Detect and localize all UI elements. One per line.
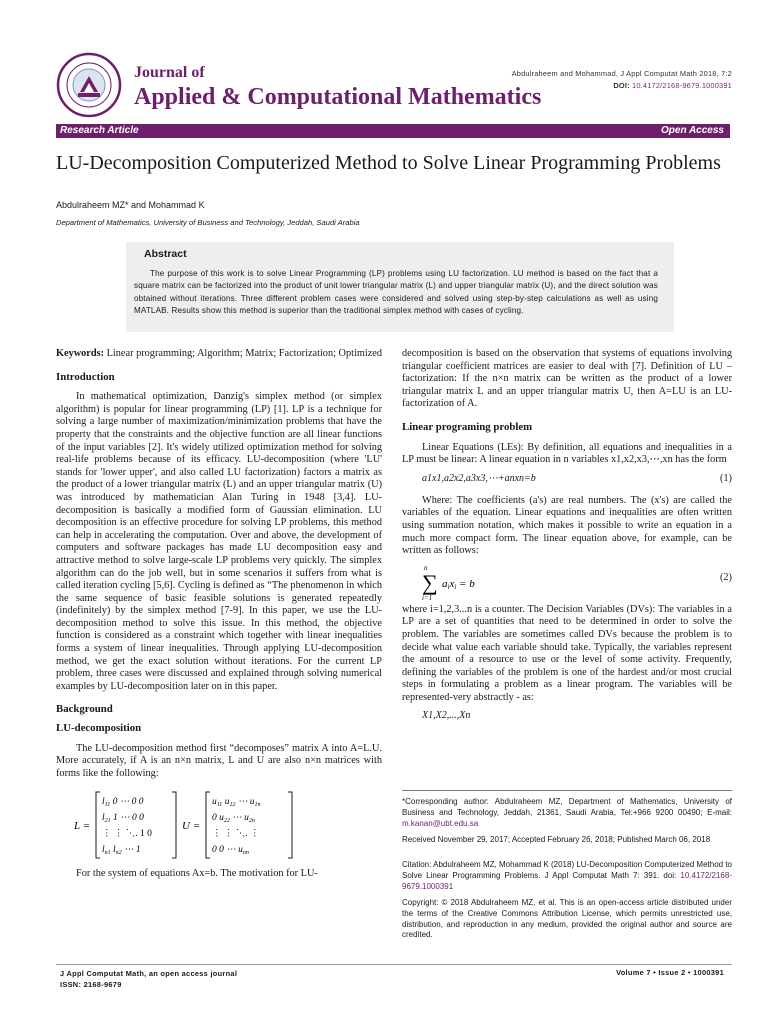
lu-decomposition-heading: LU-decomposition bbox=[56, 722, 142, 735]
citation-doi-link[interactable]: 10.4172/2168-9679.1000391 bbox=[402, 870, 732, 891]
introduction-text: In mathematical optimization, Danzig's simplex method (or simplex algorithm) is popular for linear programming (LP) [1]. LP is a technique for solving a large number of maximization/minimization problems that have the property that the constraints and the objective function are all linear functions of the input variables [2]. It's widely utilized optimization method for solving real-life problems because of its efficacy. LU-decomposition (where 'LU' stands for 'lower upper', and also called LU factorization) factors a matrix as the product of a lower triangular matrix (L) and an upper triangular matrix (U) was introduced by mathematician Alan Turing in 1948 [3,4]. LU-decomposition is basically a modified form of Gaussian elimination. LU decomposition is an effective procedure for solving LP problems, this method can help in accelerating the computation. Over and above, the development of computers and software packages has made LU decomposition easy and attractive method to solve large-scale LP problems very quickly. The simplex algorithm can do the job well, but in some scenarios it suffers from what is called iteration cycling [5,6]. Cycling is defined as “The phenomenon in which the same sequence of basic feasible solutions is generated repeatedly (indefinitely) by the simplex method [7-9]. In this paper, we use the LU- decomposition method to solve this issue. In this method, the objective function is considered as a constraint which together with linear inequalities forms a system of linear inequalities. Through applying LU-decomposition method, we get the exact solution without iterations. For the current LP problem, three cases were discussed and explained through solving numerical examples by LU-decomposition later on in this paper. bbox=[56, 391, 382, 692]
coefficients-text: Where: The coefficients (a's) are real numbers. The (x's) are called the variables of the equation. Linear equations and inequalities are often written using summation notation, which makes it possible to write an equation in a much more compact form. The linear equation above, for example, can be written as follows: bbox=[402, 494, 732, 557]
copyright-note: Copyright: © 2018 Abdulraheem MZ, et al. This is an open-access article distributed under the terms of the Creative Commons Attribution License, which permits unrestricted use, distribution, and reproduction in any medium, provided the original author and source are credited. bbox=[402, 898, 732, 940]
svg-text:l21 1 ⋯ 0 0: $l_{21}$ 1 ⋯ 0 0 bbox=[102, 813, 144, 825]
left-column bbox=[56, 348, 382, 881]
right-column bbox=[402, 348, 732, 723]
footer-journal-name: J Appl Computat Math, an open access journal bbox=[60, 969, 238, 978]
journal-name-line2: Applied & Computational Mathematics bbox=[134, 84, 542, 110]
svg-text:⋮ ⋮ ⋱. 1 0: ⋮ ⋮ ⋱. 1 0 bbox=[102, 829, 152, 840]
decision-variables-text: where i=1,2,3...n is a counter. The Decision Variables (DVs): The variables in a LP are a set of quantities that need to be determined in order to solve the problem. The variables are sometimes called DVs because the problem is to decide what value each variable should take. Typically, the variables represent the amount of a resource to use or the level of some activity. Frequently, defining the variables of the problem is one of the hardest and/or most crucial steps in formulating a problem as a linear program. The variables will be represented-very abstractly - as: bbox=[402, 603, 732, 703]
citation-text: Citation: Abdulraheem MZ, Mohammad K (2018) LU-Decomposition Computerized Method to Solve Linear Programming Problems. J Appl Computat Math 7: 391. doi: bbox=[402, 860, 732, 880]
open-access-label: Open Access bbox=[661, 125, 724, 136]
svg-text:i=1: i=1 bbox=[422, 593, 433, 602]
article-title: LU-Decomposition Computerized Method to Solve Linear Programming Problems bbox=[56, 152, 721, 174]
lu-decomposition-text: The LU-decomposition method first “decomposes” matrix A into A=L.U. More accurately, if A is an n×n matrix, L and U are also n×n matrices with forms like the following: bbox=[56, 742, 382, 779]
svg-text:l11 0 ⋯ 0 0: $l_{11}$ 0 ⋯ 0 0 bbox=[102, 797, 144, 809]
authors: Abdulraheem MZ* and Mohammad K bbox=[56, 200, 205, 210]
lu-motivation-text: For the system of equations Ax=b. The motivation for LU- bbox=[76, 868, 318, 880]
summation-equation bbox=[422, 562, 512, 602]
keywords-label: Keywords: bbox=[56, 348, 105, 359]
footer-divider bbox=[56, 964, 732, 965]
footer-issn: ISSN: 2168-9679 bbox=[60, 980, 122, 989]
journal-logo bbox=[56, 52, 122, 118]
equation-2 bbox=[422, 562, 732, 602]
equation-1-number: (1) bbox=[719, 472, 732, 484]
dates-note: Received November 29, 2017; Accepted February 26, 2018; Published March 06, 2018 bbox=[402, 835, 711, 844]
affiliation: Department of Mathematics, University of Business and Technology, Jeddah, Saudi Arabia bbox=[56, 218, 360, 227]
footer-journal-info bbox=[60, 968, 237, 990]
lp-problem-heading: Linear programing problem bbox=[402, 420, 533, 433]
svg-text:⋮ ⋮ ⋱. ⋮: ⋮ ⋮ ⋱. ⋮ bbox=[212, 829, 260, 840]
abstract-heading: Abstract bbox=[144, 248, 187, 260]
footnote-divider bbox=[402, 790, 732, 791]
introduction-heading: Introduction bbox=[56, 370, 115, 383]
article-type-label: Research Article bbox=[60, 125, 139, 136]
svg-text:aixi = b: aixi = b bbox=[442, 577, 475, 591]
citation-line: Abdulraheem and Mohammad, J Appl Computat Math 2018, 7:2 bbox=[511, 69, 732, 78]
svg-text:0 0 ⋯ unn: 0 0 ⋯ $u_{nn}$ bbox=[212, 845, 249, 857]
variables-list: X1,X2,...,Xn bbox=[422, 710, 471, 722]
svg-text:u11 u12 ⋯ u1n: $u_{11}$ $u_{12}$ ⋯ $u_{1n}$ bbox=[212, 797, 261, 809]
svg-text:∑: ∑ bbox=[422, 569, 438, 595]
abstract-box bbox=[126, 242, 674, 332]
email-link[interactable]: m.kanan@ubt.edu.sa bbox=[402, 818, 479, 828]
svg-text:ln1 ln2 ⋯ 1: $l_{n1}$ $l_{n2}$ ⋯ 1 bbox=[102, 845, 141, 857]
article-type-bar bbox=[56, 124, 730, 138]
svg-text:n: n bbox=[424, 563, 428, 572]
doi-label: DOI: bbox=[613, 81, 630, 90]
corresponding-author-note bbox=[402, 797, 732, 829]
linear-equations-text: Linear Equations (LEs): By definition, all equations and inequalities in a LP must be linear: A linear equation in n variables x1,x2,x3,⋯,xn has the form bbox=[402, 441, 732, 466]
lu-factorization-definition: decomposition is based on the observation that systems of equations involving triangular coefficient matrices are easier to deal with [7]. Definition of LU – factorization: If the n×n matrix can be written as the product of a lower triangular matrix L and an upper triangular matrix U, then A=LU is an LU-factorization of A. bbox=[402, 348, 732, 410]
lu-matrix-equation bbox=[74, 788, 382, 862]
equation-2-number: (2) bbox=[719, 571, 732, 583]
abstract-text: The purpose of this work is to solve Linear Programming (LP) problems using LU factorization. LU method is based on the fact that a square matrix can be factorized into the product of unit lower triangular matrix (L) and upper triangular matrix (U), and the direct solution was obtained without iterations. Three different problem cases were considered and solved using step-by-step calculations as well as using MATLAB. Results show this method is superior than the traditional simplex method with cases of cycling. bbox=[134, 269, 658, 316]
keywords-text: Linear programming; Algorithm; Matrix; Factorization; Optimized bbox=[106, 348, 383, 359]
equation-1 bbox=[422, 473, 732, 489]
citation-note bbox=[402, 860, 732, 892]
equation-1-body: a1x1,a2x2,a3x3,⋯+anxn=b bbox=[422, 472, 536, 484]
journal-name-line1: Journal of bbox=[134, 64, 205, 81]
svg-text:U =: U = bbox=[182, 820, 201, 833]
svg-text:L =: L = bbox=[74, 820, 91, 833]
doi-link[interactable]: 10.4172/2168-9679.1000391 bbox=[632, 81, 732, 90]
corresponding-author-text: *Corresponding author: Abdulraheem MZ, Department of Mathematics, University of Business and Technology, Jeddah, 21361, Saudi Arabia, Tel:+966 9200 00490; E-mail: bbox=[402, 797, 732, 817]
svg-text:0 u22 ⋯ u2n: 0 $u_{22}$ ⋯ $u_{2n}$ bbox=[212, 813, 255, 825]
running-head bbox=[512, 68, 732, 92]
background-heading: Background bbox=[56, 703, 113, 716]
footer-volume-issue: Volume 7 • Issue 2 • 1000391 bbox=[616, 968, 724, 977]
keywords bbox=[56, 348, 382, 361]
